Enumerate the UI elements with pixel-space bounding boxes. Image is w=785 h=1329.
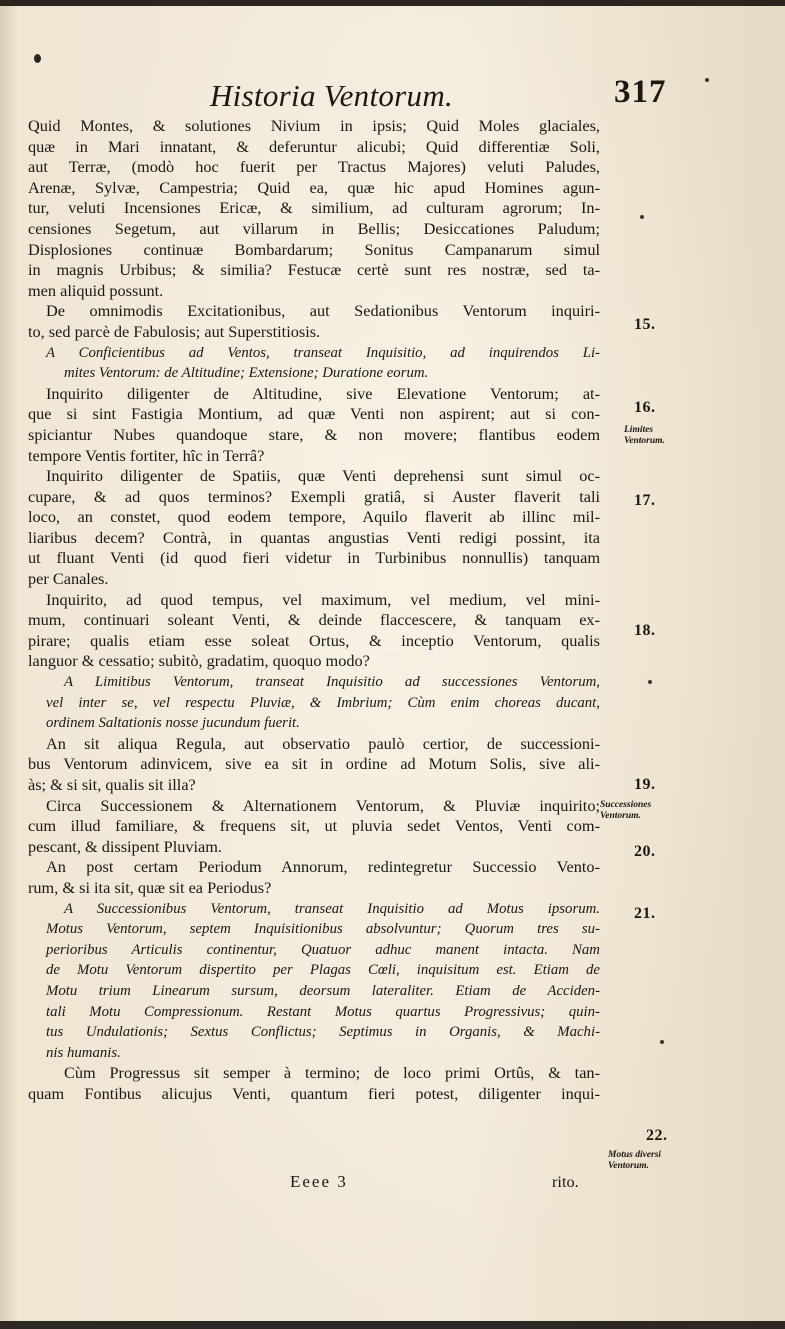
text-line: cupare, & ad quos terminos? Exempli gratiâ, si Auster flaverit tali (28, 486, 600, 506)
margin-note: Limites Ventorum. (624, 425, 665, 446)
text-line: às; & si sit, qualis sit illa? (28, 775, 196, 794)
text-line: Cùm Progressus sit semper à termino; de loco primi Ortûs, & tan- (64, 1063, 600, 1083)
catchword: rito. (552, 1172, 579, 1191)
body-text (28, 116, 600, 1105)
text-line: An sit aliqua Regula, aut observatio paulò certior, de successioni- (46, 733, 600, 753)
text-line: que si sint Fastigia Montium, ad quæ Venti non aspirent; aut si con- (28, 404, 600, 424)
article-number: 16. (634, 399, 656, 416)
text-line: Arenæ, Sylvæ, Campestria; Quid ea, quæ hic apud Homines agun- (28, 177, 600, 197)
transition-line: de Motu Ventorum dispertito per Plagas Cœli, inquisitum est. Etiam de (46, 962, 600, 979)
article-number: 18. (634, 622, 656, 639)
text-line: rum, & si ita sit, quæ sit ea Periodus? (28, 877, 272, 897)
transition-line: vel inter se, vel respectu Pluviæ, & Imbrium; Cùm enim choreas ducant, (46, 694, 600, 711)
transition-line: A Conficientibus ad Ventos, transeat Inquisitio, ad inquirendos Li- (46, 344, 600, 361)
text-line: cum illud familiare, & frequens sit, ut pluvia sedet Ventos, Venti com- (28, 816, 600, 836)
ink-speck (648, 680, 652, 684)
text-line: tempore Ventis fortiter, hîc in Terrâ? (28, 445, 265, 465)
transition-line: mites Ventorum: de Altitudine; Extensione; Duratione eorum. (64, 365, 429, 382)
text-line: pirare; qualis etiam esse soleat Ortus, & inceptio Ventorum, qualis (28, 630, 600, 650)
text-line: pescant, & dissipent Pluviam. (28, 836, 222, 856)
text-line: Quid Montes, & solutiones Nivium in ipsis; Quid Moles glaciales, (28, 116, 600, 135)
transition-line: tali Motu Compressionum. Restant Motus quartus Progressivus; quin- (46, 1003, 600, 1020)
transition-line: ordinem Saltationis nosse jucundum fuerit. (46, 715, 300, 732)
text-line: quæ in Mari innatant, & deferuntur alicubi; Quid differentiæ Soli, (28, 136, 600, 156)
text-line: Inquirito diligenter de Spatiis, quæ Venti deprehensi sunt simul oc- (46, 466, 600, 486)
running-title: Historia Ventorum. (210, 78, 454, 113)
article-number: 15. (634, 316, 656, 333)
transition-line: tus Undulationis; Sextus Conflictus; Septimus in Organis, & Machi- (46, 1024, 600, 1041)
transition-line: A Successionibus Ventorum, transeat Inquisitio ad Motus ipsorum. (64, 900, 600, 917)
text-line: languor & cessatio; subitò, gradatim, quoquo modo? (28, 651, 370, 671)
article-number: 20. (634, 843, 656, 860)
text-line: to, sed parcè de Fabulosis; aut Superstitiosis. (28, 321, 321, 341)
transition-line: Motus Ventorum, septem Inquisitionibus absolvuntur; Quorum tres su- (46, 921, 600, 938)
ink-speck (705, 78, 709, 82)
margin-note: Motus diversi Ventorum. (608, 1150, 662, 1171)
text-line: quam Fontibus alicujus Venti, quantum fieri potest, diligenter inqui- (28, 1083, 600, 1103)
ink-spot (34, 54, 41, 63)
text-line: Circa Successionem & Alternationem Ventorum, & Pluviæ inquirito; (46, 795, 600, 815)
signature-mark: Eeee 3 (290, 1172, 348, 1191)
page-number: 317 (614, 74, 667, 110)
article-number: 21. (634, 905, 656, 922)
text-line: An post certam Periodum Annorum, redintegretur Successio Vento- (46, 857, 600, 877)
page-bottom-edge (0, 1321, 785, 1329)
page-top-edge (0, 0, 785, 6)
text-line: tur, veluti Incensiones Ericæ, & similium, ad culturam agrorum; In- (28, 198, 600, 218)
text-line: in magnis Urbibus; & similia? Festucæ certè sunt res nostræ, sed ta- (28, 260, 600, 280)
text-line: Inquirito diligenter de Altitudine, sive Elevatione Ventorum; at- (46, 383, 600, 403)
ink-speck (660, 1040, 664, 1044)
ink-speck (640, 215, 644, 219)
text-line: mum, continuari soleant Venti, & deinde flaccescere, & tanquam ex- (28, 610, 600, 630)
transition-line: perioribus Articulis continentur, Quatuor adhuc manent intacta. Nam (46, 941, 600, 958)
transition-line: Motu trium Linearum sursum, deorsum lateraliter. Etiam de Acciden- (46, 982, 600, 999)
transition-line: A Limitibus Ventorum, transeat Inquisitio ad successiones Ventorum, (64, 674, 600, 691)
text-line: Inquirito, ad quod tempus, vel maximum, vel medium, vel mini- (46, 589, 600, 609)
text-line: bus Ventorum adinvicem, sive ea sit in ordine ad Motum Solis, sive ali- (28, 754, 600, 774)
article-number: 22. (646, 1127, 668, 1144)
text-line: per Canales. (28, 569, 109, 589)
article-number: 19. (634, 776, 656, 793)
text-line: spiciantur Nubes quandoque stare, & non movere; flantibus eodem (28, 424, 600, 444)
text-line: censiones Segetum, aut villarum in Bellis; Desiccationes Paludum; (28, 218, 600, 238)
text-line: men aliquid possunt. (28, 280, 164, 300)
text-line: loco, an constet, quod eodem tempore, Aquilo flaverit ab illinc mil- (28, 507, 600, 527)
article-number: 17. (634, 492, 656, 509)
text-line: aut Terræ, (modò hoc fuerit per Tractus Majores) veluti Paludes, (28, 157, 600, 177)
text-line: liaribus decem? Contrà, in quantas angustias Venti redigi possint, ita (28, 527, 600, 547)
transition-line: nis humanis. (46, 1044, 121, 1061)
text-line: ut fluant Venti (id quod fieri videtur in Turbinibus nonnullis) tanquam (28, 548, 600, 568)
text-line: Displosiones continuæ Bombardarum; Sonitus Campanarum simul (28, 239, 600, 259)
running-head (0, 72, 785, 118)
text-line: De omnimodis Excitationibus, aut Sedationibus Ventorum inquiri- (46, 301, 600, 321)
margin-note: Successiones Ventorum. (600, 800, 652, 821)
